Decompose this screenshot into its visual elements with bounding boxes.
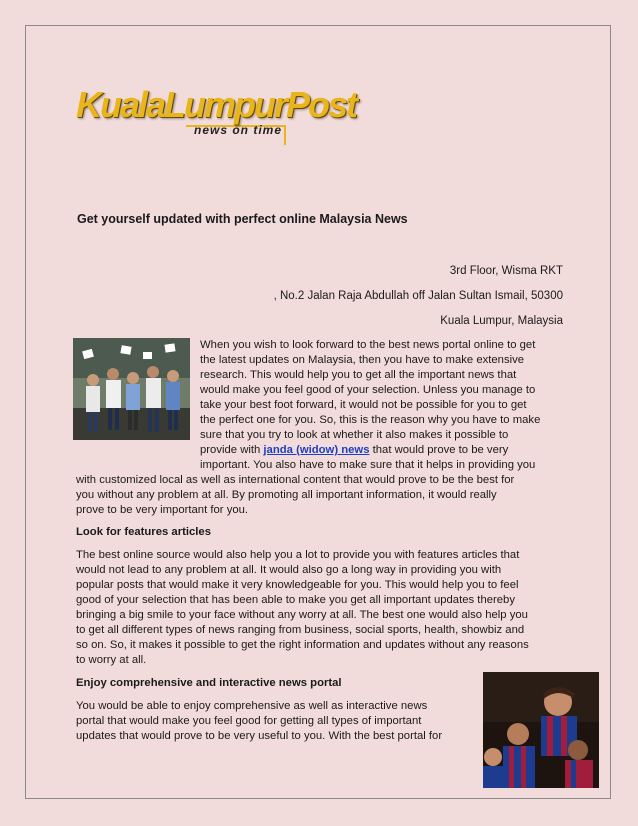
features-line-2: would not lead to any problem at all. It would also go a long way in providing you with [76,564,502,576]
intro-full-line-1: with customized local as well as international content that would prove to be the best for [76,474,515,486]
intro-line-4: would make you feel good of your selection. Unless you manage to [200,384,536,396]
article-headline: Get yourself updated with perfect online Malaysia News [77,212,408,226]
intro-line-2: the latest updates on Malaysia, then you have to make extensive [200,354,525,366]
logo-tagline: news on time [194,123,283,137]
comprehensive-line-2: portal that would make you feel good for getting all types of important [76,715,422,727]
features-line-8: to worry at all. [76,654,147,666]
intro-line-1: When you wish to look forward to the best news portal online to get [200,339,536,351]
logo-text: KualaLumpurPost [76,84,357,125]
comprehensive-line-3: updates that would prove to be very useful to you. With the best portal for [76,730,443,742]
logo [76,84,357,145]
intro-full-line-3: prove to be very important for you. [76,504,249,516]
janda-widow-news-link[interactable]: janda (widow) news [263,444,370,456]
intro-line-6: the perfect one for you. So, this is the reason why you have to make [200,414,541,426]
address-line-3: Kuala Lumpur, Malaysia [440,315,563,327]
features-line-5: bringing a big smile to your face without any worry at all. The best one would also help you [76,609,528,621]
intro-line-9: important. You also have to make sure that it helps in providing you [200,459,536,471]
intro-full-line-2: you without any problem at all. By promoting all important information, it would really [76,489,497,501]
intro-line-5: take your best foot forward, it would not be possible for you to get [200,399,527,411]
comprehensive-line-1: You would be able to enjoy comprehensive as well as interactive news [76,700,428,712]
link-prefix: provide with [200,444,264,456]
features-line-1: The best online source would also help you a lot to provide you with features articles that [76,549,520,561]
section-heading-features: Look for features articles [76,526,211,538]
features-line-3: popular posts that would make it very knowledgeable for you. This would help you to feel [76,579,519,591]
features-line-7: so on. So, it makes it possible to get the right information and updates without any reasons [76,639,529,651]
features-line-6: to get all different types of news ranging from business, social sports, health, showbiz and [76,624,525,636]
features-line-4: good of your selection that has been able to make you get all important updates thereby [76,594,515,606]
link-suffix: that would prove to be very [369,444,509,456]
students-celebrating-photo [73,338,190,440]
section-heading-comprehensive: Enjoy comprehensive and interactive news portal [76,677,342,689]
football-players-photo [483,672,599,788]
intro-line-7: sure that you try to look at whether it also makes it possible to [200,429,509,441]
intro-line-link [200,443,508,458]
address-line-2: , No.2 Jalan Raja Abdullah off Jalan Sultan Ismail, 50300 [273,290,563,302]
address-line-1: 3rd Floor, Wisma RKT [449,265,563,277]
intro-line-3: research. This would help you to get all the important news that [200,369,517,381]
